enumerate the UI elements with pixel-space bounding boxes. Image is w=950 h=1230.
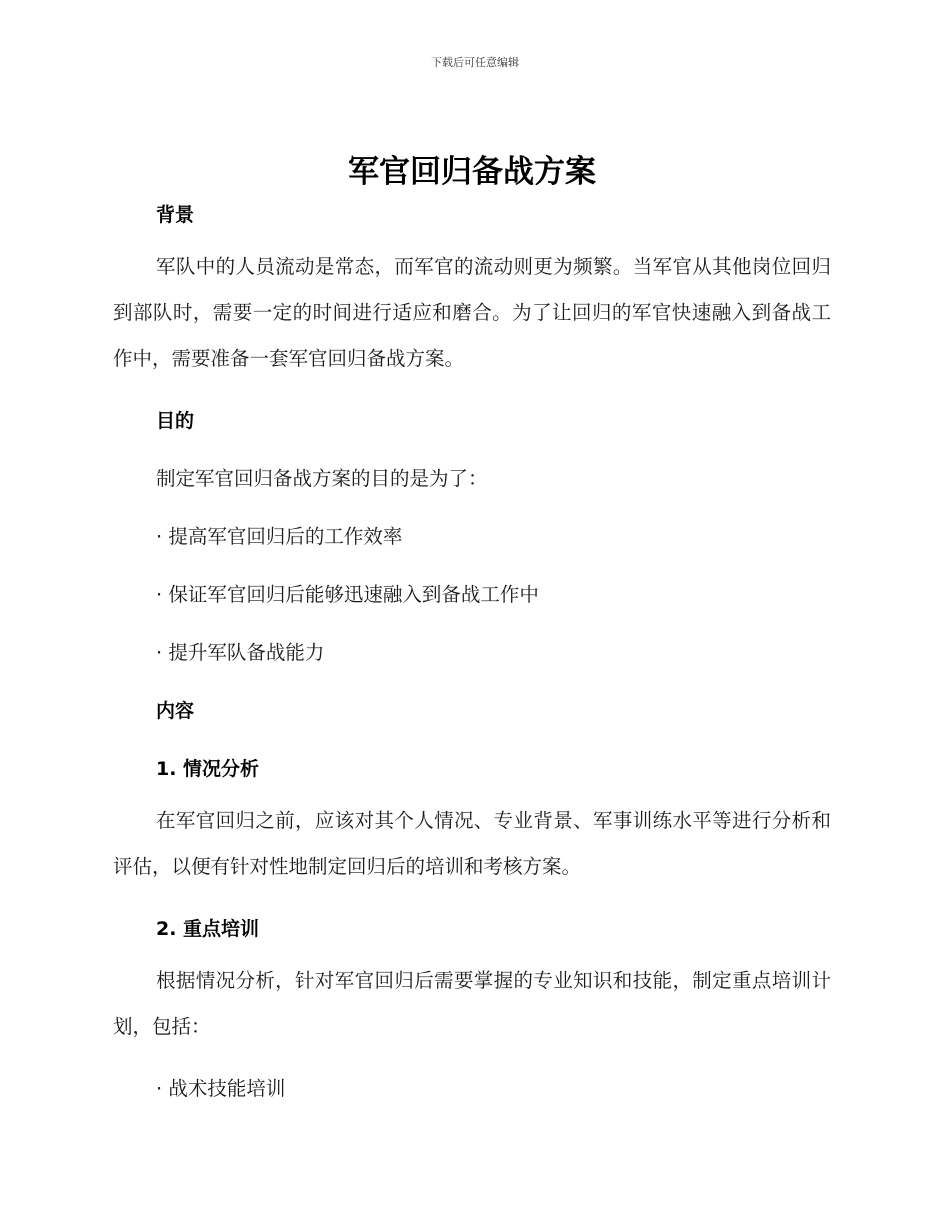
header-note: 下载后可任意编辑: [431, 56, 519, 69]
purpose-bullet: · 提升军队备战能力: [156, 641, 325, 664]
subheading-key-training: 2. 重点培训: [156, 918, 260, 940]
document-body: [113, 148, 831, 1104]
section-heading-purpose: 目的: [156, 410, 195, 432]
situation-analysis-paragraph: 在军官回归之前，应该对其个人情况、专业背景、军事训练水平等进行分析和评估，以便有针对性地制定回归后的培训和考核方案。: [113, 809, 831, 878]
key-training-paragraph: 根据情况分析，针对军官回归后需要掌握的专业知识和技能，制定重点培训计划，包括：: [113, 969, 831, 1038]
document-title: 军官回归备战方案: [348, 154, 596, 190]
background-paragraph: 军队中的人员流动是常态，而军官的流动则更为频繁。当军官从其他岗位回归到部队时，需要一定的时间进行适应和磨合。为了让回归的军官快速融入到备战工作中，需要准备一套军官回归备战方案。: [113, 255, 831, 370]
purpose-bullet: · 提高军官回归后的工作效率: [156, 525, 403, 548]
training-bullet: · 战术技能培训: [156, 1077, 286, 1100]
subheading-situation-analysis: 1. 情况分析: [156, 758, 260, 780]
section-heading-background: 背景: [156, 204, 195, 226]
purpose-intro: 制定军官回归备战方案的目的是为了：: [156, 467, 488, 490]
purpose-bullet: · 保证军官回归后能够迅速融入到备战工作中: [156, 583, 539, 606]
section-heading-content: 内容: [156, 700, 195, 722]
